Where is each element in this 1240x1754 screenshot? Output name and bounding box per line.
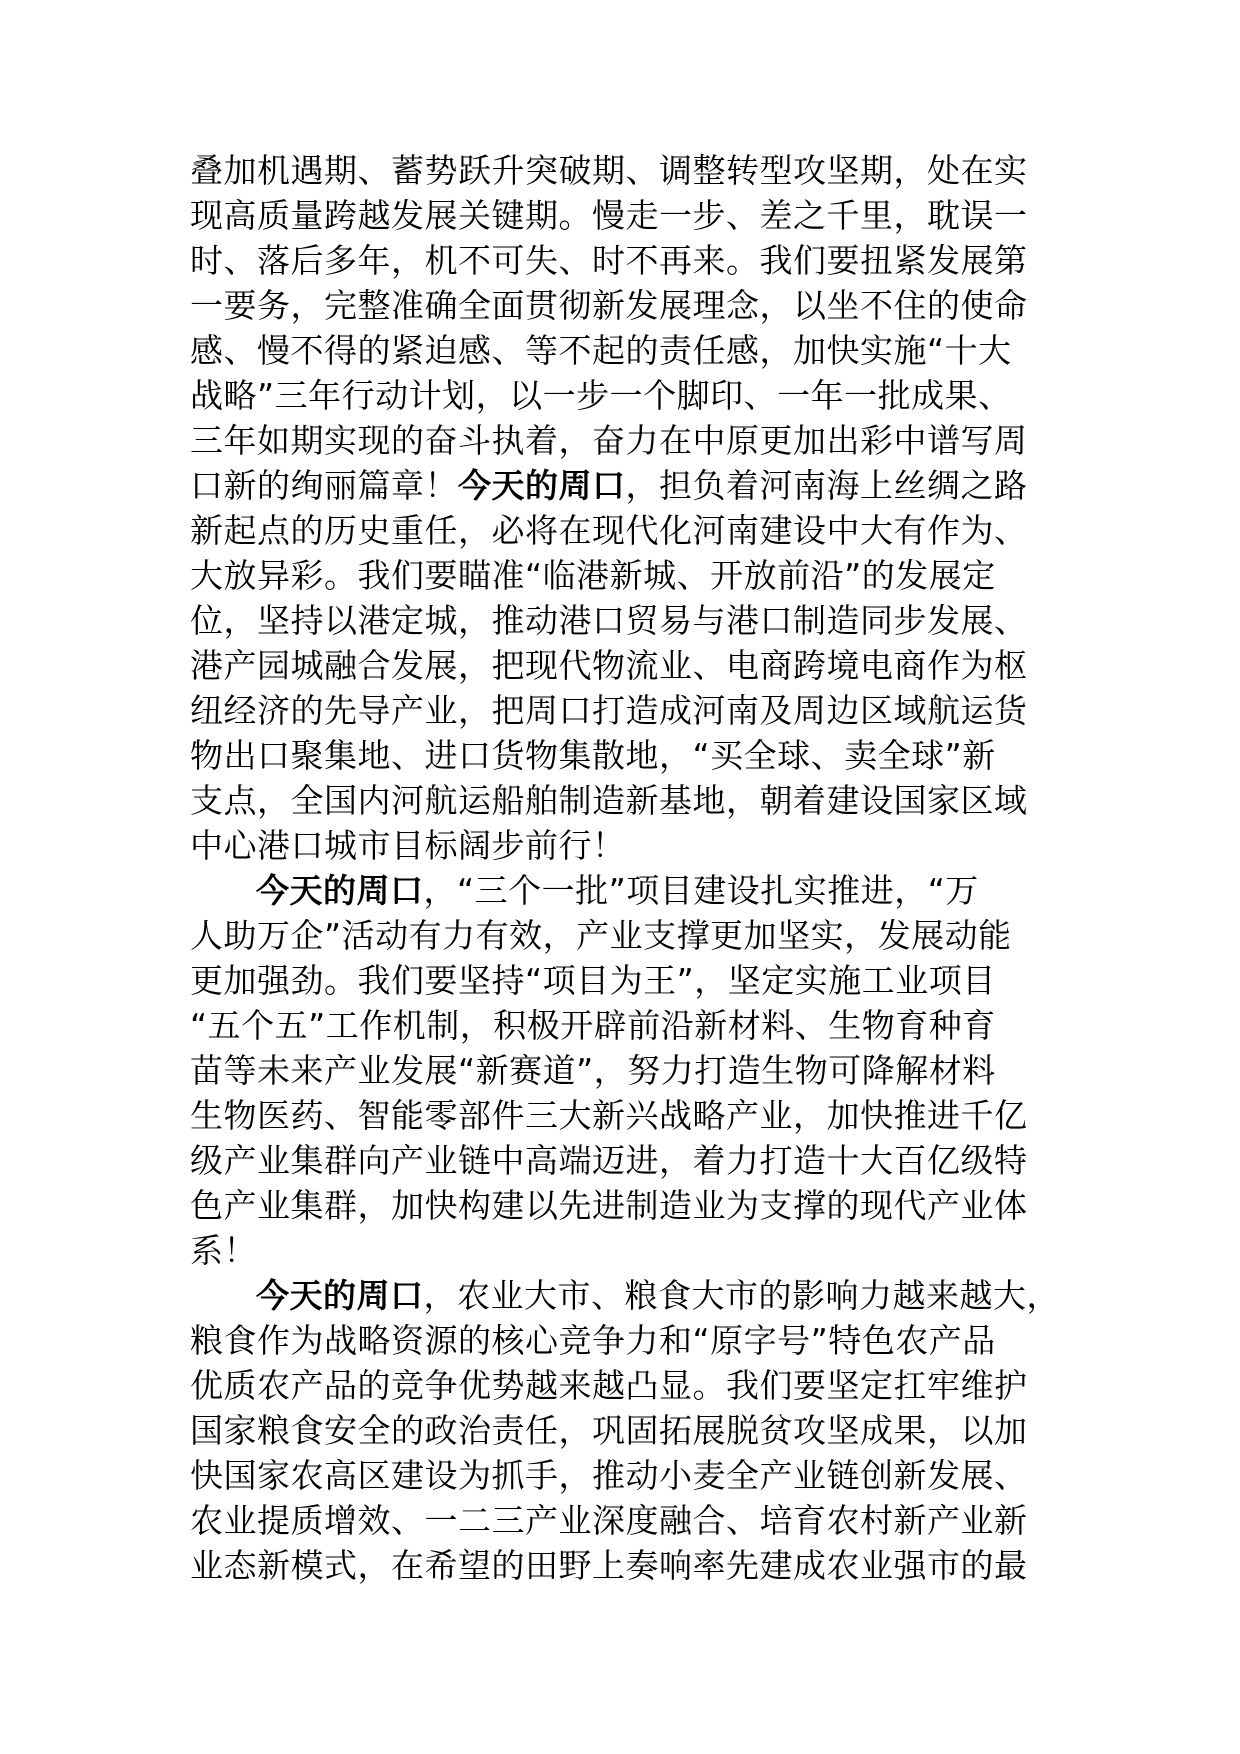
text-line: 战略”三年行动计划，以一步一个脚印、一年一批成果、 <box>190 376 1012 415</box>
bold-emphasis: 今天的周口 <box>256 871 424 910</box>
text-line: 生物医药、智能零部件三大新兴战略产业，加快推进千亿 <box>190 1096 1028 1135</box>
text-line: 业态新模式，在希望的田野上奏响率先建成农业强市的最 <box>190 1546 1028 1585</box>
text-line: 现高质量跨越发展关键期。慢走一步、差之千里，耽误一 <box>190 196 1028 235</box>
text-line: 三年如期实现的奋斗执着，奋力在中原更加出彩中谱写周 <box>190 421 1028 460</box>
text-line: 苗等未来产业发展“新赛道”，努力打造生物可降解材料 <box>190 1051 996 1090</box>
text-line: 时、落后多年，机不可失、时不再来。我们要扭紧发展第 <box>190 241 1028 280</box>
bold-emphasis: 今天的周口 <box>458 466 626 505</box>
paragraph-1 <box>190 148 1060 868</box>
text-line: 优质农产品的竞争优势越来越凸显。我们要坚定扛牢维护 <box>190 1366 1028 1405</box>
text-line: 国家粮食安全的政治责任，巩固拓展脱贫攻坚成果，以加 <box>190 1411 1028 1450</box>
text-line: 感、慢不得的紧迫感、等不起的责任感，加快实施“十大 <box>190 331 1012 370</box>
text-line: 中心港口城市目标阔步前行！ <box>190 826 626 865</box>
text-line: 级产业集群向产业链中高端迈进，着力打造十大百亿级特 <box>190 1141 1028 1180</box>
text-line: 人助万企”活动有力有效，产业支撑更加坚实，发展动能 <box>190 916 1012 955</box>
text-run: 口新的绚丽篇章！ <box>190 466 458 505</box>
text-line: “五个五”工作机制，积极开辟前沿新材料、生物育种育 <box>190 1006 996 1045</box>
document-body <box>190 148 1060 1588</box>
text-line: 大放异彩。我们要瞄准“临港新城、开放前沿”的发展定 <box>190 556 996 595</box>
text-line: 新起点的历史重任，必将在现代化河南建设中大有作为、 <box>190 511 1028 550</box>
text-line: 一要务，完整准确全面贯彻新发展理念，以坐不住的使命 <box>190 286 1028 325</box>
paragraph-3 <box>190 1273 1060 1588</box>
text-line: 更加强劲。我们要坚持“项目为王”，坚定实施工业项目 <box>190 961 996 1000</box>
text-line: 色产业集群，加快构建以先进制造业为支撑的现代产业体 <box>190 1186 1028 1225</box>
paragraph-2 <box>190 868 1060 1273</box>
text-line: 叠加机遇期、蓄势跃升突破期、调整转型攻坚期，处在实 <box>190 151 1028 190</box>
text-line: 粮食作为战略资源的核心竞争力和“原字号”特色农产品 <box>190 1321 996 1360</box>
text-line: 纽经济的先导产业，把周口打造成河南及周边区域航运货 <box>190 691 1028 730</box>
text-line: 支点，全国内河航运船舶制造新基地，朝着建设国家区域 <box>190 781 1028 820</box>
text-line-mixed <box>190 463 1060 508</box>
text-line-first <box>190 1273 1060 1318</box>
text-line: 港产园城融合发展，把现代物流业、电商跨境电商作为枢 <box>190 646 1028 685</box>
text-line: 位，坚持以港定城，推动港口贸易与港口制造同步发展、 <box>190 601 1028 640</box>
text-run: ，“三个一批”项目建设扎实推进，“万 <box>423 871 979 910</box>
text-line: 系！ <box>190 1231 257 1270</box>
text-line: 快国家农高区建设为抓手，推动小麦全产业链创新发展、 <box>190 1456 1028 1495</box>
text-line: 物出口聚集地、进口货物集散地，“买全球、卖全球”新 <box>190 736 996 775</box>
text-run: ，农业大市、粮食大市的影响力越来越大， <box>423 1276 1060 1315</box>
bold-emphasis: 今天的周口 <box>256 1276 424 1315</box>
text-line: 农业提质增效、一二三产业深度融合、培育农村新产业新 <box>190 1501 1028 1540</box>
text-line-first <box>190 868 1060 913</box>
text-run: ，担负着河南海上丝绸之路 <box>625 466 1028 505</box>
